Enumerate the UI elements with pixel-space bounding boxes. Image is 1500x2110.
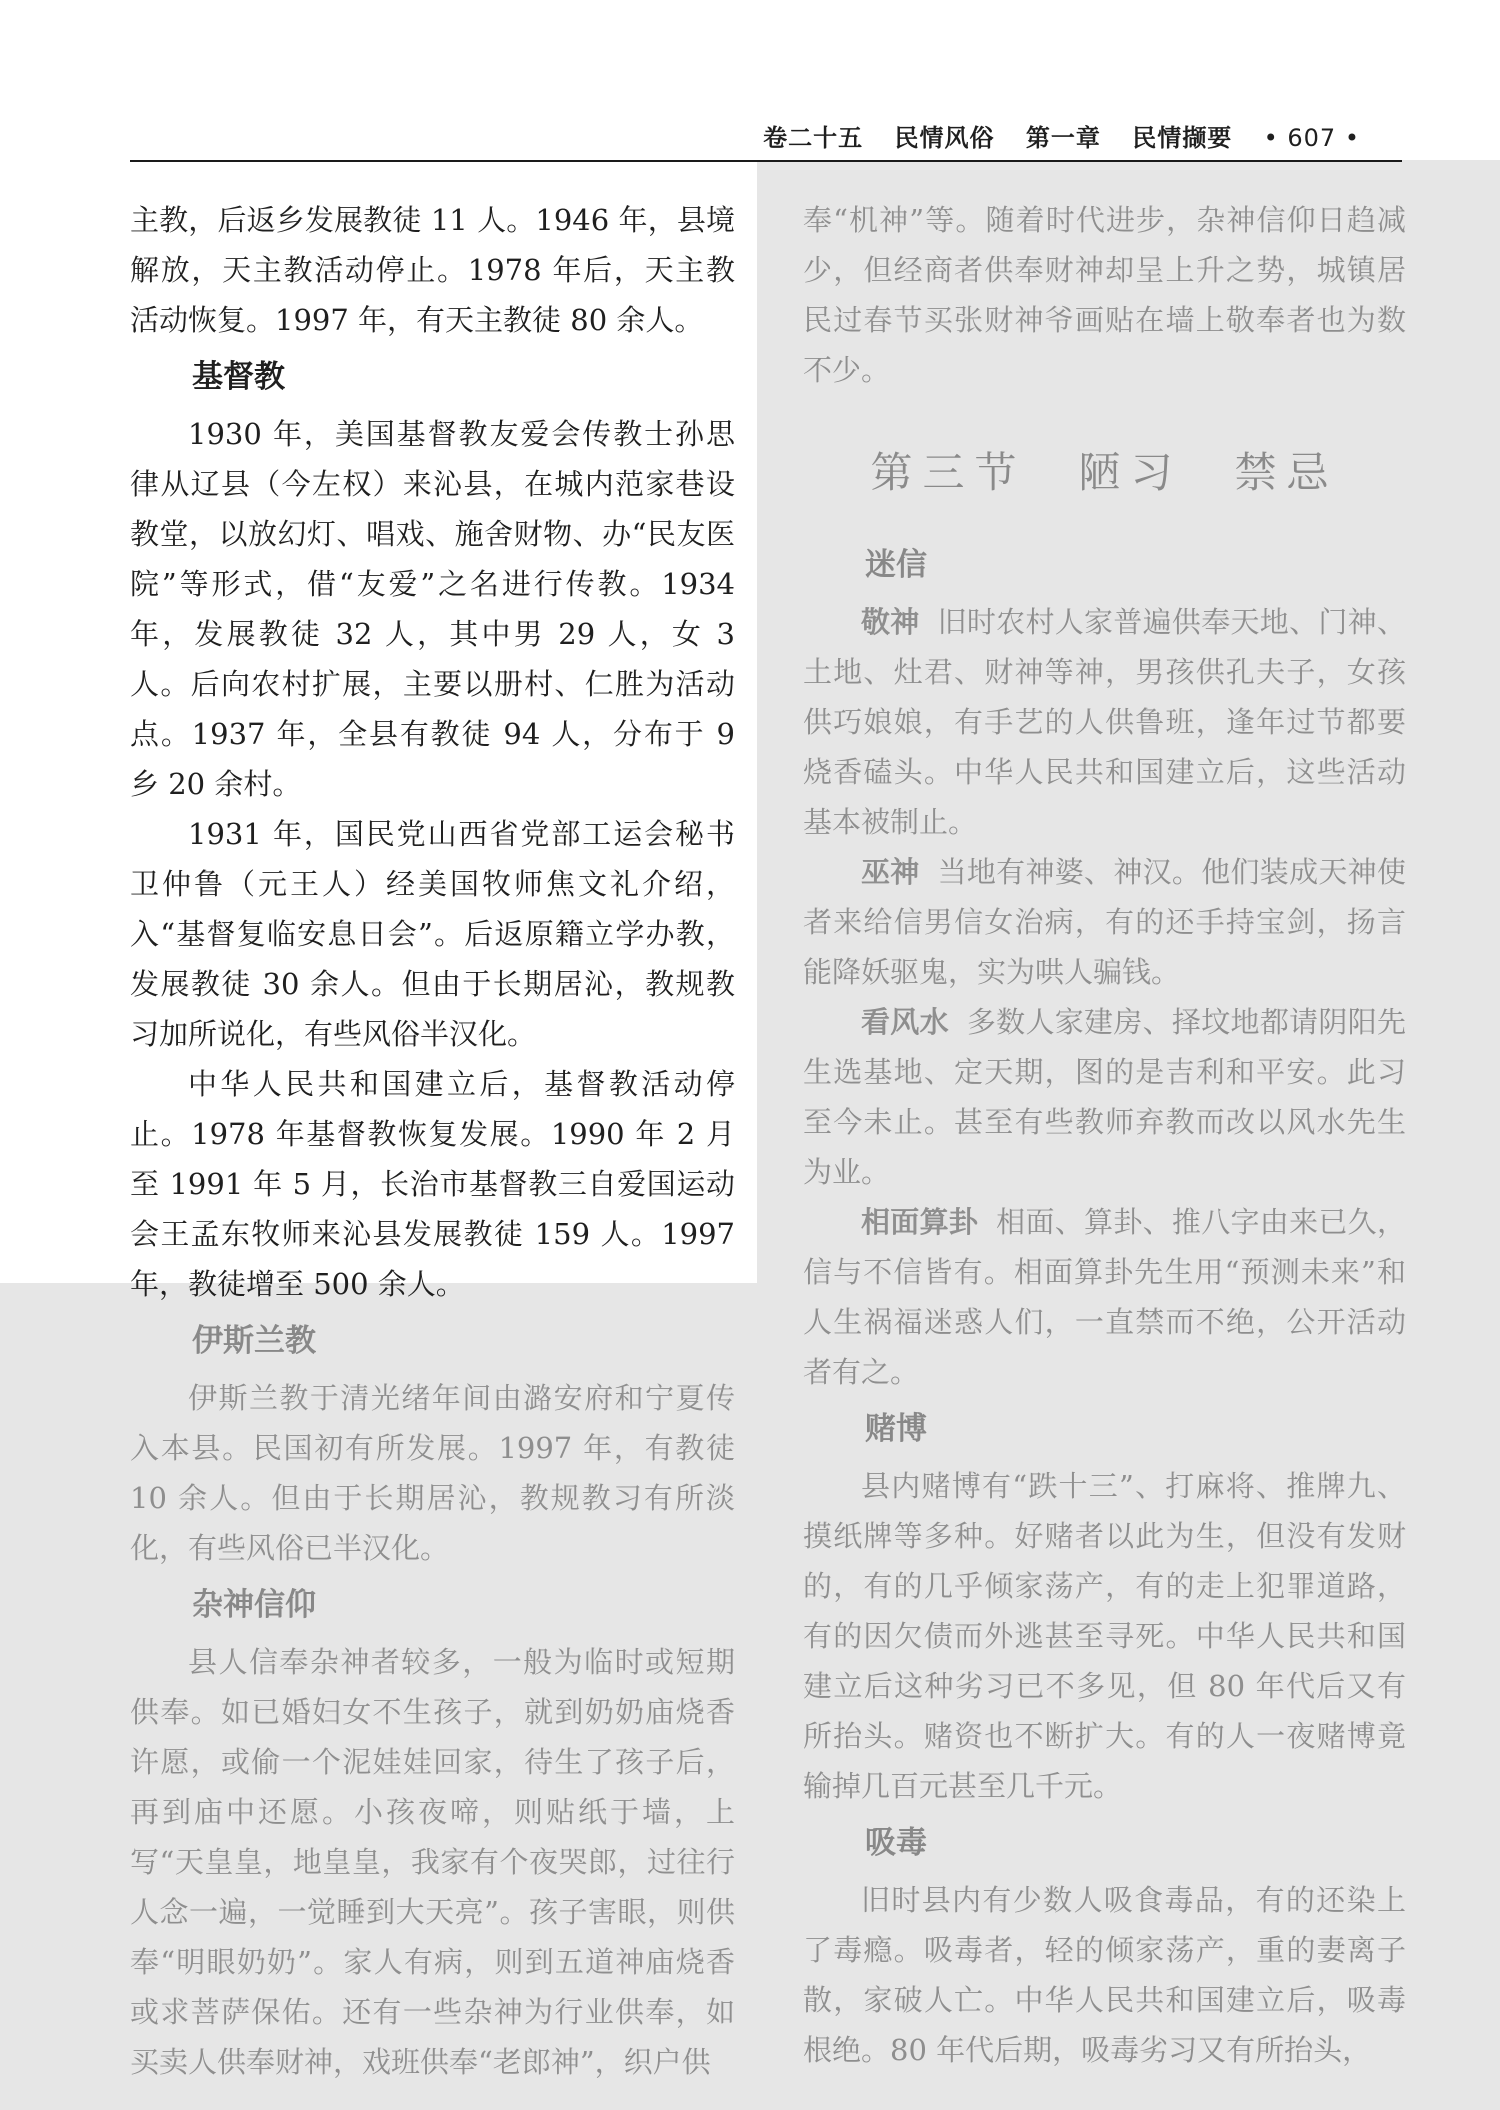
term-text: 当地有神婆、神汉。他们装成天神使者来给信男信女治病，有的还手持宝剑，扬言能降妖驱鬼，实为哄人骗钱。 xyxy=(803,855,1406,989)
paragraph: 旧时县内有少数人吸食毒品，有的还染上了毒瘾。吸毒者，轻的倾家荡产，重的妻离子散，家破人亡。中华人民共和国建立后，吸毒根绝。80 年代后期，吸毒劣习又有所抬头， xyxy=(803,1883,1406,2067)
term-label: 相面算卦 xyxy=(861,1205,979,1239)
header-volume: 卷二十五 xyxy=(763,124,864,152)
header-category: 民情风俗 xyxy=(894,124,995,152)
section-title-part: 禁忌 xyxy=(1234,448,1339,497)
heading-superstition: 迷信 xyxy=(865,547,927,583)
paragraph: 县人信奉杂神者较多，一般为临时或短期供奉。如已婚妇女不生孩子，就到奶奶庙烧香许愿，或偷一个泥娃娃回家，待生了孩子后，再到庙中还愿。小孩夜啼，则贴纸于墙，上写“天皇皇，地皇皇，我家有个夜哭郎，过往行人念一遍，一觉睡到大天亮”。孩子害眼，则供奉“明眼奶奶”。家人有病，则到五道神庙烧香或求菩萨保佑。还有一些杂神为行业供奉，如买卖人供奉财神，戏班供奉“老郎神”，织户供 xyxy=(130,1645,735,2079)
section-title-number: 第三节 xyxy=(870,448,1027,497)
heading-gambling: 赌博 xyxy=(865,1411,927,1447)
heading-misc-deities: 杂神信仰 xyxy=(192,1587,316,1623)
term-label: 巫神 xyxy=(861,855,920,889)
term-text: 旧时农村人家普遍供奉天地、门神、土地、灶君、财神等神，男孩供孔夫子，女孩供巧娘娘，有手艺的人供鲁班，逢年过节都要烧香磕头。中华人民共和国建立后，这些活动基本被制止。 xyxy=(803,605,1406,839)
paragraph: 1931 年，国民党山西省党部工运会秘书卫仲鲁（元王人）经美国牧师焦文礼介绍，入“基督复临安息日会”。后返原籍立学办教，发展教徒 30 余人。但由于长期居沁，教规教习加所说化，有些风俗半汉化。 xyxy=(130,817,735,1051)
heading-islam: 伊斯兰教 xyxy=(192,1323,316,1359)
term-label: 看风水 xyxy=(861,1005,949,1039)
paragraph: 县内赌博有“跌十三”、打麻将、推牌九、摸纸牌等多种。好赌者以此为生，但没有发财的，有的几乎倾家荡产，有的走上犯罪道路，有的因欠债而外逃甚至寻死。中华人民共和国建立后这种劣习已不多见，但 80 年代后又有所抬头。赌资也不断扩大。有的人一夜赌博竟输掉几百元甚至几千元。 xyxy=(803,1469,1406,1803)
section-title xyxy=(803,443,1406,503)
paragraph xyxy=(803,597,1406,847)
heading-drugs: 吸毒 xyxy=(865,1825,927,1861)
term-label: 敬神 xyxy=(861,605,920,639)
paragraph: 1930 年，美国基督教友爱会传教士孙思律从辽县（今左权）来沁县，在城内范家巷设教堂，以放幻灯、唱戏、施舍财物、办“民友医院”等形式，借“友爱”之名进行传教。1934 年，发展教徒 32 人，其中男 29 人，女 3 人。后向农村扩展，主要以册村、仁胜为活动点。1937 年，全县有教徒 94 人，分布于 9 乡 20 余村。 xyxy=(130,417,735,801)
paragraph: 伊斯兰教于清光绪年间由潞安府和宁夏传入本县。民国初有所发展。1997 年，有教徒 10 余人。但由于长期居沁，教规教习有所淡化，有些风俗已半汉化。 xyxy=(130,1381,735,1565)
paragraph xyxy=(803,1197,1406,1397)
paragraph xyxy=(803,997,1406,1197)
heading-christianity: 基督教 xyxy=(192,359,285,395)
page-number: • 607 • xyxy=(1263,124,1360,152)
running-header xyxy=(130,112,1402,162)
paragraph: 主教，后返乡发展教徒 11 人。1946 年，县境解放，天主教活动停止。1978 年后，天主教活动恢复。1997 年，有天主教徒 80 余人。 xyxy=(130,203,735,337)
term-text: 多数人家建房、择坟地都请阴阳先生选基地、定天期，图的是吉利和平安。此习至今未止。甚至有些教师弃教而改以风水先生为业。 xyxy=(803,1005,1406,1189)
header-chapter-title: 民情撷要 xyxy=(1132,124,1233,152)
header-text xyxy=(741,118,1360,153)
term-text: 相面、算卦、推八字由来已久，信与不信皆有。相面算卦先生用“预测未来”和人生祸福迷惑人们，一直禁而不绝，公开活动者有之。 xyxy=(803,1205,1406,1389)
paragraph: 奉“机神”等。随着时代进步，杂神信仰日趋减少，但经商者供奉财神却呈上升之势，城镇居民过春节买张财神爷画贴在墙上敬奉者也为数不少。 xyxy=(803,203,1406,387)
paragraph xyxy=(803,847,1406,997)
right-column xyxy=(803,195,1406,2075)
paragraph: 中华人民共和国建立后，基督教活动停止。1978 年基督教恢复发展。1990 年 2 月至 1991 年 5 月，长治市基督教三自爱国运动会王孟东牧师来沁县发展教徒 159 人。1997 年，教徒增至 500 余人。 xyxy=(130,1067,735,1301)
header-chapter: 第一章 xyxy=(1025,124,1101,152)
left-column xyxy=(130,195,735,2087)
section-title-part: 陋习 xyxy=(1078,448,1183,497)
faded-section xyxy=(130,1315,735,2087)
